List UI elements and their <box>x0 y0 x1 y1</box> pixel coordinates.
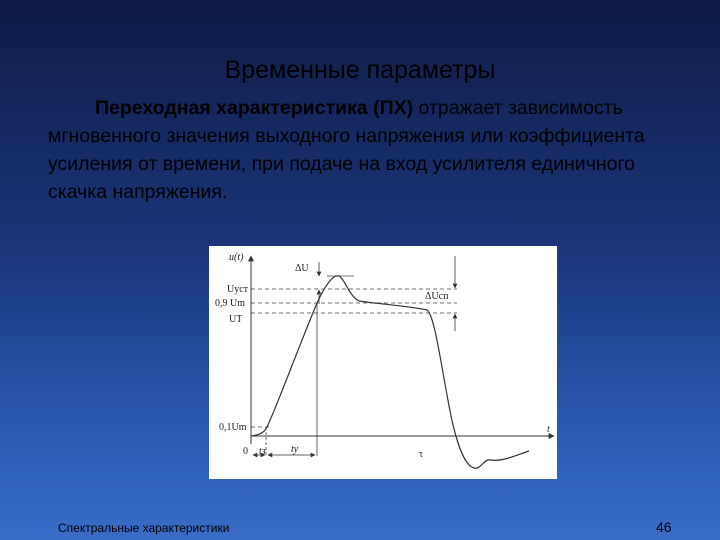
page-number: 46 <box>656 519 672 535</box>
term-transient-response: Переходная характеристика (ПХ) <box>95 97 414 119</box>
footer-caption: Спектральные характеристики <box>58 521 230 535</box>
definition-text: отражает зависимость мгновенного значения выходного напряжения или коэффициента усиления от времени, при подаче на вход усилителя единичного скачка напряжения. <box>48 97 645 203</box>
u-ust-label: Uуст <box>227 284 249 295</box>
delta-usp-label: ΔUсп <box>425 291 449 302</box>
origin-label: 0 <box>243 446 248 457</box>
tau-label: τ <box>419 449 424 460</box>
level-01-label: 0,1Um <box>219 422 247 433</box>
tz-label: tз <box>259 446 266 457</box>
y-axis-label: u(t) <box>229 252 244 263</box>
ut-label: UT <box>229 314 243 325</box>
level-09-label: 0,9 Um <box>215 298 245 309</box>
transient-response-curve <box>251 276 529 468</box>
transient-response-figure <box>209 246 557 479</box>
body-paragraph <box>48 94 688 206</box>
x-axis-label: t <box>547 424 550 435</box>
delta-u-label: ΔU <box>295 263 309 274</box>
transient-response-diagram <box>209 246 557 479</box>
slide-title <box>0 56 720 85</box>
tu-label: tу <box>291 444 299 455</box>
slide-title-text: Временные параметры <box>224 56 496 84</box>
